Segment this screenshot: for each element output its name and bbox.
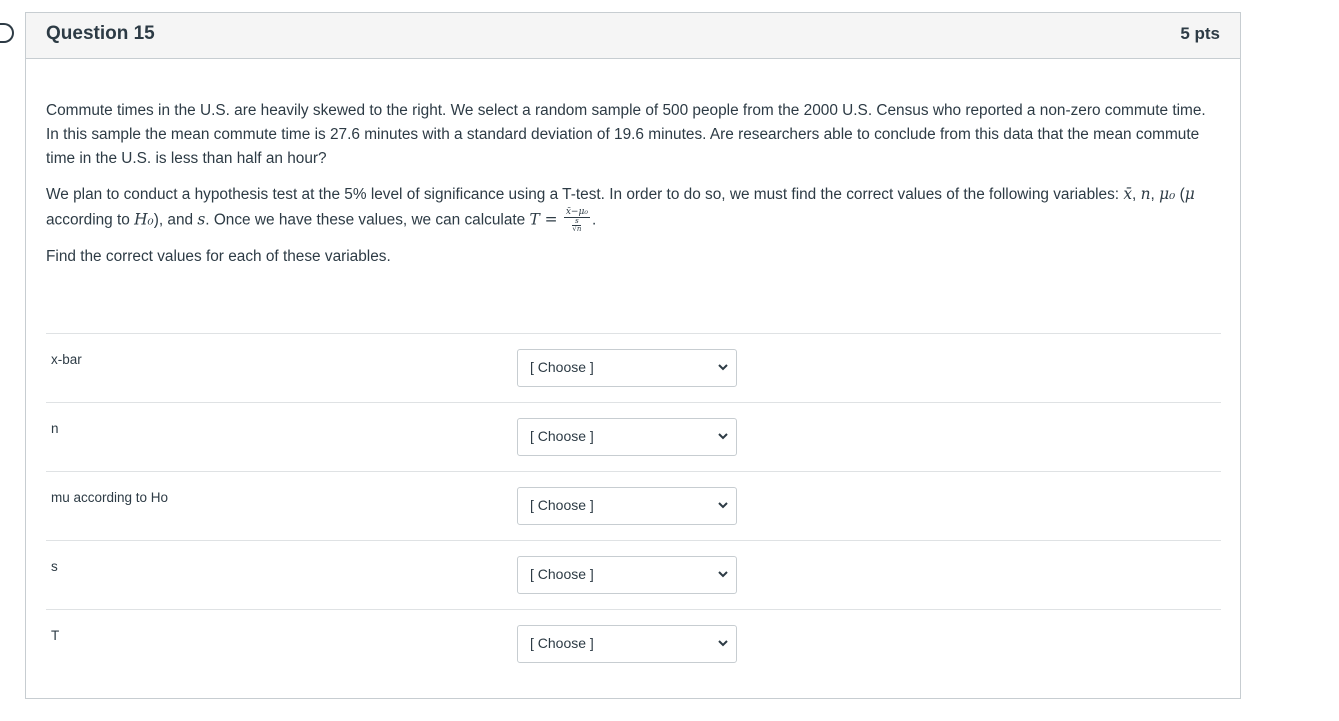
answer-label: n xyxy=(51,421,59,436)
paragraph-2-text-3: according to xyxy=(46,211,135,229)
formula-inner-denominator: √n xyxy=(572,225,582,233)
chevron-down-icon xyxy=(716,567,730,581)
answer-label: mu according to Ho xyxy=(51,490,169,505)
dropdown-selected-value: [ Choose ] xyxy=(530,359,594,375)
answer-dropdown-mu[interactable] xyxy=(517,487,737,525)
var-mu: μ xyxy=(1184,185,1195,203)
question-header xyxy=(26,13,1240,59)
question-card xyxy=(25,12,1241,699)
formula-fraction xyxy=(564,207,590,234)
question-points: 5 pts xyxy=(1180,24,1220,43)
paragraph-2-text-2: ( xyxy=(1179,186,1185,203)
paragraph-2-text-4: ), and xyxy=(153,211,198,229)
dropdown-selected-value: [ Choose ] xyxy=(530,497,594,513)
var-n: n xyxy=(1140,185,1151,203)
var-mu0: μ₀ xyxy=(1159,185,1176,203)
formula-inner-numerator: s xyxy=(572,218,581,226)
question-paragraph-1: Commute times in the U.S. are heavily skewed to the right. We select a random sample of 500 people from the 2000 U.S. Census who reported a non-zero commute time. In this sample the mean commute time is 27.6 minutes with a standard deviation of 19.6 minutes. Are researchers able to conclude from this data that the mean commute time in the U.S. is less than half an hour? xyxy=(46,102,1206,167)
formula-denominator xyxy=(564,218,590,234)
paragraph-2-text-1: We plan to conduct a hypothesis test at the 5% level of significance using a T-test. In order to do so, we must find the correct values of the following variables: xyxy=(46,186,1124,203)
formula-numerator: x̄−μ₀ xyxy=(565,207,588,217)
chevron-down-icon xyxy=(716,360,730,374)
answer-dropdown-xbar[interactable] xyxy=(517,349,737,387)
question-paragraph-2: We plan to conduct a hypothesis test at the 5% level of significance using a T-test. In order to do so, we must find the correct values of the following variables: x̄, n, μ₀ (μ according to H₀), and s. Once we have these values, we can calculate T = $\frac{\text{x̄−μ₀}}{\frac{s}{√n}}$ . xyxy=(46,185,1195,233)
var-xbar: x̄ xyxy=(1123,185,1133,203)
chevron-down-icon xyxy=(716,429,730,443)
chevron-down-icon xyxy=(716,498,730,512)
question-text xyxy=(46,99,1218,280)
question-title: Question 15 xyxy=(46,23,155,44)
dropdown-selected-value: [ Choose ] xyxy=(530,566,594,582)
chevron-down-icon xyxy=(716,636,730,650)
var-s: s xyxy=(197,210,206,229)
var-h0: H₀ xyxy=(134,210,154,229)
paragraph-2-text-5: . Once we have these values, we can calculate xyxy=(205,211,530,229)
formula-inner-fraction xyxy=(572,218,581,233)
question-flag-marker[interactable] xyxy=(0,23,14,43)
question-paragraph-3: Find the correct values for each of these variables. xyxy=(46,248,391,265)
answer-label: s xyxy=(51,559,58,574)
answer-row-s xyxy=(46,540,1221,609)
answer-label: x-bar xyxy=(51,352,82,367)
answer-list xyxy=(46,333,1221,678)
answer-row-n xyxy=(46,402,1221,471)
answer-row-xbar xyxy=(46,333,1221,402)
dropdown-selected-value: [ Choose ] xyxy=(530,635,594,651)
answer-dropdown-t[interactable] xyxy=(517,625,737,663)
formula-t: T = xyxy=(529,210,558,229)
answer-label: T xyxy=(51,628,60,643)
answer-row-mu xyxy=(46,471,1221,540)
dropdown-selected-value: [ Choose ] xyxy=(530,428,594,444)
answer-row-t xyxy=(46,609,1221,678)
answer-dropdown-s[interactable] xyxy=(517,556,737,594)
answer-dropdown-n[interactable] xyxy=(517,418,737,456)
